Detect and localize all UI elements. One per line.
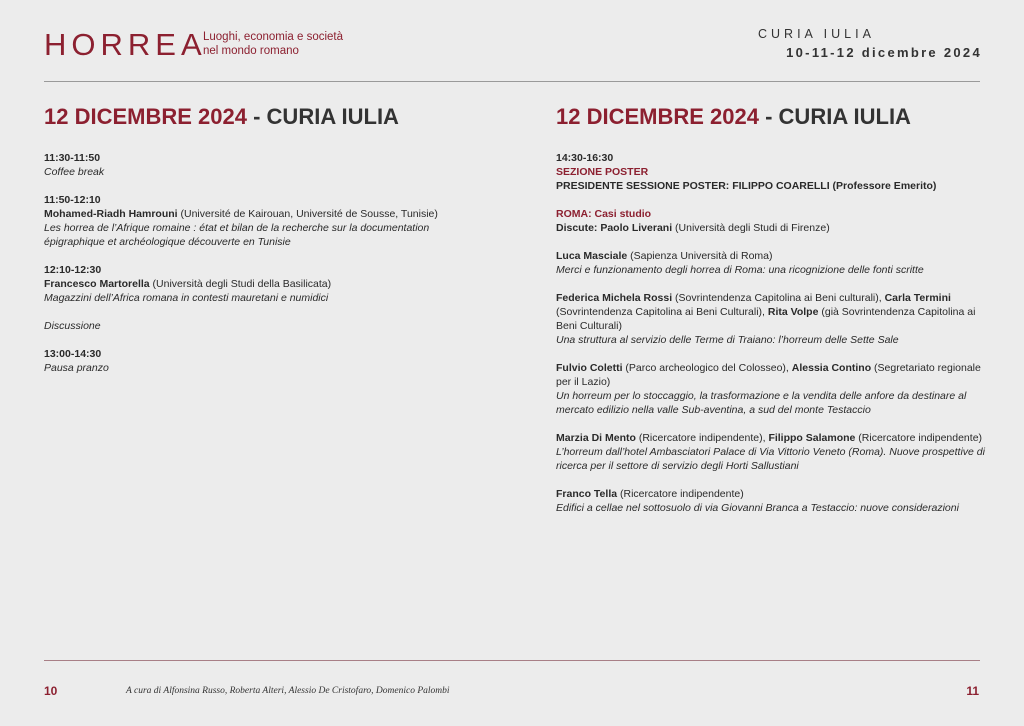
case-study-header [556, 207, 986, 235]
poster-item [556, 487, 986, 515]
left-column [44, 103, 484, 389]
speaker-affiliation: (Segretariato regionale per il Lazio) [556, 362, 981, 388]
venue: CURIA IULIA [758, 27, 875, 41]
poster-title: Merci e funzionamento degli horrea di Roma: una ricognizione delle fonti scritte [556, 264, 924, 276]
talk-title: Les horrea de l’Afrique romaine : état et bilan de la recherche sur la documentation épigraphique et archéologique découverte en Tunisie [44, 222, 430, 248]
tagline-line-2: nel mondo romano [203, 45, 299, 57]
speaker-name: Federica Michela Rossi [556, 292, 673, 304]
item-description: Discussione [44, 320, 101, 332]
day-title [556, 103, 986, 131]
poster-title: L’horreum dall’hotel Ambasciatori Palace di Via Vittorio Veneto (Roma). Nuove prospettive di ricerca per il settore di servizio degli Horti Sallustiani [556, 446, 985, 472]
title-separator: - [758, 104, 779, 129]
poster-title: Edifici a cellae nel sottosuolo di via Giovanni Branca a Testaccio: nuove considerazioni [556, 502, 959, 514]
poster-item [556, 361, 986, 417]
speaker-line [556, 361, 986, 389]
poster-item [556, 249, 986, 277]
right-column [556, 103, 986, 529]
program-item [44, 319, 484, 333]
poster-item [556, 291, 986, 347]
bottom-divider [44, 660, 980, 661]
program-item [44, 151, 484, 179]
poster-title: Una struttura al servizio delle Terme di Traiano: l’horreum delle Sette Sale [556, 334, 899, 346]
event-dates: 10-11-12 dicembre 2024 [786, 45, 982, 60]
speaker-affiliation: (Ricercatore indipendente) [855, 432, 983, 444]
time-slot: 11:30-11:50 [44, 152, 101, 164]
time-slot: 13:00-14:30 [44, 348, 102, 360]
credits: A cura di Alfonsina Russo, Roberta Alteri, Alessio De Cristofaro, Domenico Palombi [126, 686, 450, 696]
speaker-affiliation: (Ricercatore indipendente), [635, 432, 769, 444]
speaker-name: Marzia Di Mento [556, 432, 636, 444]
program-item [44, 347, 484, 375]
title-place: CURIA IULIA [778, 104, 911, 129]
tagline [203, 30, 343, 58]
speaker-affiliation: (Sovrintendenza Capitolina ai Beni culturali), [672, 292, 885, 304]
session-president: PRESIDENTE SESSIONE POSTER: FILIPPO COARELLI (Professore Emerito) [556, 180, 937, 192]
time-slot: 11:50-12:10 [44, 194, 101, 206]
item-description: Coffee break [44, 166, 105, 178]
time-slot: 12:10-12:30 [44, 264, 102, 276]
title-place: CURIA IULIA [266, 104, 399, 129]
speaker-line [556, 487, 986, 501]
session-name: SEZIONE POSTER [556, 166, 649, 178]
speaker-affiliation: (già Sovrintendenza Capitolina ai Beni Culturali) [556, 306, 976, 332]
speaker-name: Francesco Martorella [44, 278, 150, 290]
title-separator: - [246, 104, 267, 129]
header [0, 0, 1024, 84]
speaker-name: Carla Termini [884, 292, 951, 304]
speaker-affiliation: (Sapienza Università di Roma) [627, 250, 773, 262]
logo: HORREA [44, 27, 207, 62]
program-item [44, 263, 484, 305]
speaker-line [556, 291, 986, 333]
speaker-line [44, 207, 484, 221]
discussant-affiliation: (Università degli Studi di Firenze) [672, 222, 830, 234]
program-item [44, 193, 484, 249]
top-divider [44, 81, 980, 82]
speaker-affiliation: (Università degli Studi della Basilicata) [149, 278, 332, 290]
speaker-name: Fulvio Coletti [556, 362, 623, 374]
speaker-name: Franco Tella [556, 488, 618, 500]
speaker-affiliation: (Parco archeologico del Colosseo), [622, 362, 792, 374]
speaker-line [556, 431, 986, 445]
discussant-name: Discute: Paolo Liverani [556, 222, 673, 234]
title-date: 12 DICEMBRE 2024 [44, 104, 247, 129]
speaker-name: Filippo Salamone [768, 432, 856, 444]
session-header [556, 151, 986, 193]
speaker-name: Alessia Contino [791, 362, 872, 374]
tagline-line-1: Luoghi, economia e società [203, 31, 344, 43]
talk-title: Magazzini dell’Africa romana in contesti mauretani e numidici [44, 292, 329, 304]
speaker-affiliation: (Sovrintendenza Capitolina ai Beni Culturali), [556, 306, 768, 318]
speaker-name: Mohamed-Riadh Hamrouni [44, 208, 178, 220]
case-study-heading: ROMA: Casi studio [556, 208, 652, 220]
speaker-affiliation: (Ricercatore indipendente) [617, 488, 744, 500]
discussant-line [556, 221, 986, 235]
day-title [44, 103, 484, 131]
speaker-affiliation: (Université de Kairouan, Université de Sousse, Tunisie) [177, 208, 438, 220]
speaker-line [44, 277, 484, 291]
speaker-line [556, 249, 986, 263]
title-date: 12 DICEMBRE 2024 [556, 104, 759, 129]
time-slot: 14:30-16:30 [556, 152, 614, 164]
speaker-name: Rita Volpe [767, 306, 819, 318]
poster-item [556, 431, 986, 473]
page-number-left: 10 [44, 684, 58, 698]
page-number-right: 11 [966, 684, 979, 698]
speaker-name: Luca Masciale [556, 250, 628, 262]
item-description: Pausa pranzo [44, 362, 109, 374]
poster-title: Un horreum per lo stoccaggio, la trasformazione e la vendita delle anfore da destinare al mercato edilizio nella valle Sub-aventina, a sud del monte Testaccio [556, 390, 967, 416]
